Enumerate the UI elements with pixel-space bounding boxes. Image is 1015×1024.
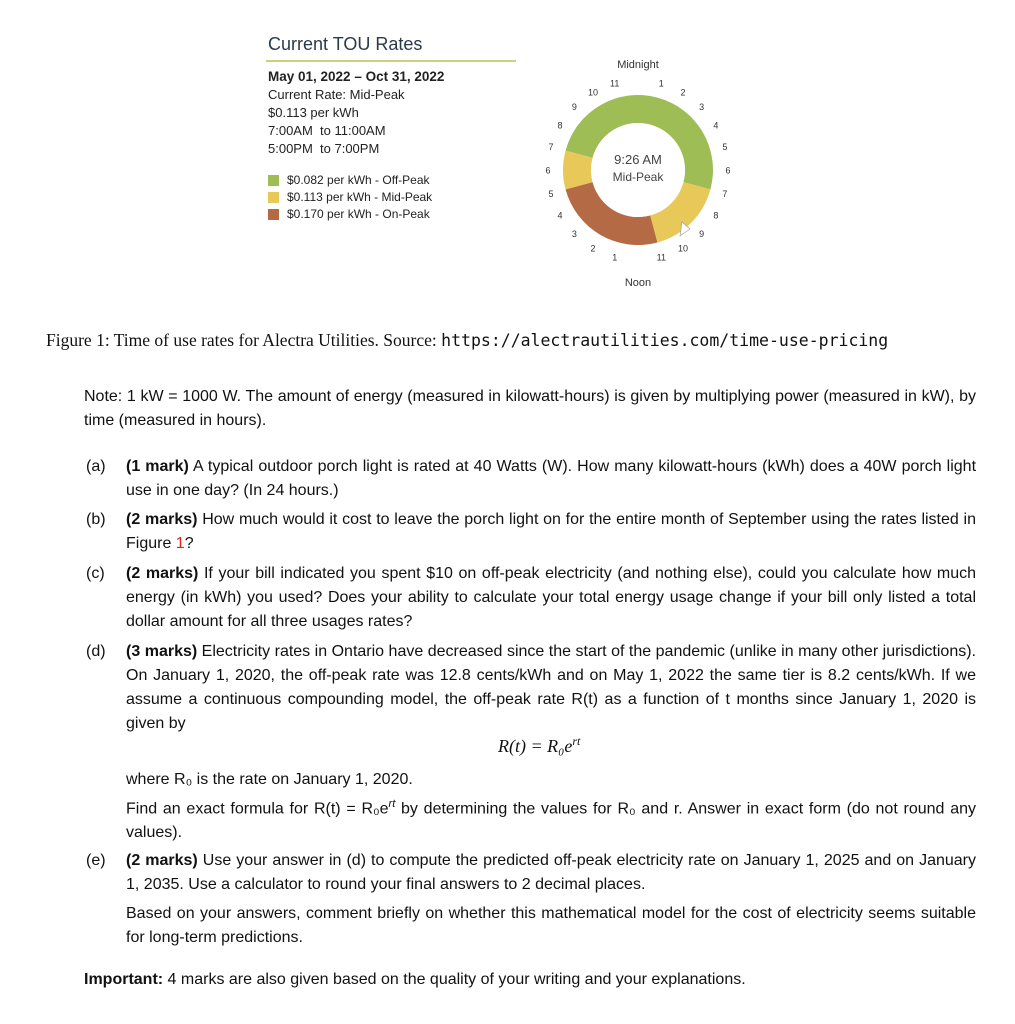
- note-paragraph: Note: 1 kW = 1000 W. The amount of energy (measured in kilowatt-hours) is given by multiplying power (measured in kW), by time (measured in hours).: [84, 388, 976, 429]
- rate-info: [268, 68, 444, 158]
- mid-peak-swatch: [268, 192, 279, 203]
- current-price: $0.113 per kWh: [268, 105, 359, 120]
- formula-exponent: rt: [572, 734, 581, 748]
- question-label: (d): [86, 643, 106, 660]
- title-divider: [266, 60, 516, 62]
- hour-label-pm-3: 4: [713, 120, 719, 131]
- formula-text: R(t) = R₀e: [498, 736, 573, 756]
- question-d-continued: [126, 768, 976, 845]
- time-range-2: 5:00PM to 7:00PM: [268, 141, 380, 156]
- time-range-1: 7:00AM to 11:00AM: [268, 123, 386, 138]
- hour-label-pm-8: 9: [699, 229, 705, 240]
- question-marks: (3 marks): [126, 643, 198, 660]
- off-peak-swatch: [268, 175, 279, 186]
- question-a: [86, 455, 976, 503]
- question-text-end: ?: [184, 535, 194, 552]
- question-text: If your bill indicated you spent $10 on off-peak electricity (and nothing else), could you calculate how much energy (in kWh) you used? Does your ability to calculate your total energy usage change if your bill only listed a total dollar amount for all three usages rates?: [126, 565, 976, 630]
- rate-formula: [498, 734, 580, 757]
- current-rate: Current Rate: Mid-Peak: [268, 87, 405, 102]
- midnight-label: Midnight: [617, 59, 659, 71]
- hour-label-pm-4: 5: [722, 142, 728, 153]
- important-note: [84, 968, 746, 992]
- question-label: (b): [86, 511, 106, 528]
- find-text-end: by determining the values for R₀ and r. Answer in exact form (do not round any values).: [126, 800, 976, 842]
- question-marks: (2 marks): [126, 852, 198, 869]
- legend-label: $0.082 per kWh - Off-Peak: [287, 173, 430, 187]
- hour-label-pm-1: 2: [680, 87, 686, 98]
- hour-label-am-5: 6: [545, 165, 551, 176]
- question-d: [86, 640, 976, 736]
- hour-label-am-7: 4: [557, 210, 563, 221]
- caption-url[interactable]: https://alectrautilities.com/time-use-pricing: [441, 331, 889, 350]
- on-peak-swatch: [268, 209, 279, 220]
- hour-label-am-0: 11: [610, 78, 620, 89]
- hour-label-am-8: 3: [571, 229, 577, 240]
- center-time: 9:26 AM: [614, 152, 662, 167]
- hour-label-am-6: 5: [548, 188, 554, 199]
- hour-label-am-2: 9: [571, 101, 577, 112]
- question-text-2: Based on your answers, comment briefly on whether this mathematical model for the cost of electricity seems suitable for long-term predictions.: [126, 905, 976, 946]
- find-exponent: rt: [388, 798, 396, 810]
- rate-legend: [268, 172, 432, 223]
- noon-label: Noon: [624, 277, 652, 289]
- question-e: [86, 849, 976, 950]
- hour-label-am-4: 7: [548, 142, 554, 153]
- hour-label-pm-10: 11: [656, 252, 666, 263]
- figure-title: Current TOU Rates: [268, 34, 423, 54]
- hour-label-pm-5: 6: [725, 165, 731, 176]
- question-text: Use your answer in (d) to compute the predicted off-peak electricity rate on January 1, 2025 and on January 1, 2035. Use a calculator to round your final answers to 2 decimal places.: [126, 852, 976, 893]
- hour-label-pm-6: 7: [722, 188, 728, 199]
- center-rate: Mid-Peak: [612, 170, 664, 184]
- question-c: [86, 562, 976, 634]
- important-text: 4 marks are also given based on the quality of your writing and your explanations.: [163, 971, 746, 988]
- legend-label: $0.113 per kWh - Mid-Peak: [287, 190, 433, 204]
- hour-label-am-10: 1: [612, 252, 618, 263]
- legend-mid-peak: [268, 189, 432, 206]
- hour-label-pm-7: 8: [713, 210, 719, 221]
- question-label: (c): [86, 565, 105, 582]
- hour-label-am-3: 8: [557, 120, 563, 131]
- find-text: Find an exact formula for R(t) = R₀e: [126, 800, 389, 818]
- caption-text: Figure 1: Time of use rates for Alectra Utilities. Source:: [46, 330, 442, 350]
- figure-reference-link[interactable]: 1: [175, 535, 185, 552]
- hour-label-am-1: 10: [587, 87, 599, 98]
- where-line: where R₀ is the rate on January 1, 2020.: [126, 771, 413, 788]
- tou-clock: [520, 50, 760, 300]
- question-b: [86, 508, 976, 556]
- hour-label-am-9: 2: [590, 243, 596, 254]
- hour-label-pm-9: 10: [677, 243, 689, 254]
- question-text: Electricity rates in Ontario have decreased since the start of the pandemic (unlike in many other jurisdictions). On January 1, 2020, the off-peak rate was 12.8 cents/kWh and on May 1, 2022 the same tier is 8.2 cents/kWh. If we assume a continuous compounding model, the off-peak rate R(t) as a function of t months since January 1, 2020 is given by: [126, 643, 976, 732]
- hour-label-pm-0: 1: [658, 78, 664, 89]
- question-text: A typical outdoor porch light is rated at 40 Watts (W). How many kilowatt-hours (kWh) does a 40W porch light use in one day? (In 24 hours.): [126, 458, 977, 499]
- question-label: (a): [86, 458, 106, 475]
- legend-label: $0.170 per kWh - On-Peak: [287, 207, 430, 221]
- important-label: Important:: [84, 971, 164, 988]
- question-marks: (1 mark): [126, 458, 189, 475]
- figure-caption: [46, 330, 888, 351]
- question-text: How much would it cost to leave the porch light on for the entire month of September using the rates listed in Figure: [126, 511, 976, 552]
- hour-label-pm-2: 3: [699, 101, 705, 112]
- rate-period: May 01, 2022 – Oct 31, 2022: [268, 69, 445, 84]
- legend-off-peak: [268, 172, 432, 189]
- legend-on-peak: [268, 206, 432, 223]
- question-marks: (2 marks): [126, 511, 198, 528]
- question-marks: (2 marks): [126, 565, 199, 582]
- question-label: (e): [86, 852, 106, 869]
